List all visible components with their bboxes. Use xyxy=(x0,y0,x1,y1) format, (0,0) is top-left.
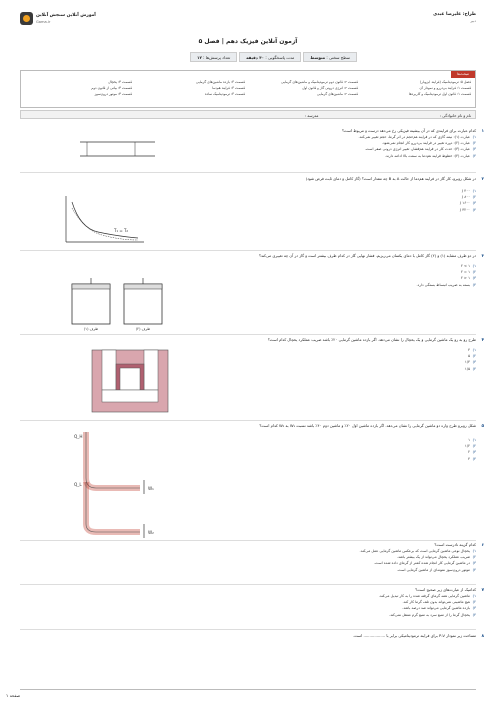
meta-question-count: تعداد پرسش‌ها : ۱۲ xyxy=(190,52,237,62)
topic-item: قسمت ۲: قانون دوم ترمودینامیک و ماشین‌های گرمایی xyxy=(281,80,358,84)
option-1[interactable]: ۱) ۱ xyxy=(468,438,476,442)
option-4[interactable]: ۴) بسته به ضریب انبساط بستگی دارد. xyxy=(416,282,476,287)
q2-pv-graph xyxy=(58,192,148,246)
topic-item: قسمت ۳: ترمودینامیک ساده xyxy=(204,92,245,96)
question-text: شکل روبرو طرح واره دو ماشین گرمایی را نشان می‌دهد. اگر بازده ماشین اول ۲۰٪ و ماشین دوم ۴۰٪ باشد نسبت W₁ به W₂ کدام است؟ xyxy=(259,423,476,428)
topic-item: قسمت ۱: فرایند بی‌دررو و نمودار آن xyxy=(419,86,471,90)
option-1[interactable]: ۱) یخچال نوعی ماشین گرمایی است که برعکس ماشین گرمایی عمل می‌کند. xyxy=(359,549,476,553)
topic-item: قسمت ۲: انرژی درونی گاز و قانون اول xyxy=(302,86,358,90)
option-1[interactable]: ۱) ماشین گرمایی همه گرمای گرفته شده را به کار تبدیل می‌کند. xyxy=(378,594,476,598)
qh-label: Q_H xyxy=(74,434,83,439)
topics-list xyxy=(23,80,471,96)
school-label: مدرسه : xyxy=(304,113,319,118)
option-2[interactable]: ۲) ضریب عملکرد یخچال می‌تواند از یک بیشتر باشد. xyxy=(397,555,476,560)
option-1[interactable]: ۱) عبارت (۱): نیمه‌ گازی که در فرایند هم‌حجم در اثر گرما، حجم تغییر نمی‌کند. xyxy=(358,135,476,139)
question-7 xyxy=(20,587,484,618)
q4-u-tube xyxy=(90,348,170,414)
option-3[interactable]: ۳) ۲ xyxy=(468,450,476,455)
question-number: ۷ xyxy=(481,587,484,592)
author-info xyxy=(433,12,476,23)
topic-item: قسمت ۴: بیانی از قانون دوم xyxy=(91,86,132,90)
student-name-bar[interactable] xyxy=(20,110,476,119)
page-header xyxy=(20,10,476,38)
topic-item: قسمت ۲: ماشین‌های گرمایی xyxy=(316,92,358,96)
q3-containers xyxy=(68,276,168,332)
option-3[interactable]: ۳) عبارت (۳): حدت کار در فرایند هم‌فشار، تغییر انرژی درونی صفر است. xyxy=(364,147,476,152)
option-2[interactable]: ۲) ۵ xyxy=(468,354,476,359)
topic-item: قسمت ۳: بازده ماشین‌های گرمایی xyxy=(196,80,245,84)
option-3[interactable]: ۳) در ماشین گرمایی کار انجام شده کمتر از گرمای داده شده است. xyxy=(373,561,476,566)
option-2[interactable]: ۲) هیچ ماشینی نمی‌تواند بدون تلف گرما کار کند. xyxy=(402,600,476,605)
option-4[interactable]: ۴) ۴ xyxy=(468,456,476,461)
exam-title: آزمون آنلاین فیزیک دهم | فصل ۵ xyxy=(198,38,298,45)
option-3[interactable]: ۳) ۱ < ۲ xyxy=(460,276,476,281)
question-text: کدام عبارت برای فرایندی که در آن بیشینه فیزیکی رخ می‌دهد درست و مربوط است؟ xyxy=(342,128,476,133)
option-2[interactable]: ۲) ۸۰۰ J xyxy=(461,195,476,200)
logo-icon xyxy=(20,12,33,25)
name-label: نام و نام خانوادگی : xyxy=(439,113,471,118)
option-4[interactable]: ۴) ۳۲۰۰ J xyxy=(460,207,476,212)
exam-meta xyxy=(190,52,357,62)
logo-title: آموزش آنلاین سنجش آنلاین xyxy=(36,13,96,18)
option-2[interactable]: ۲) عبارت (۲): دوره تغییر در فرایند بی‌دررو کار انجام نمی‌شود. xyxy=(381,141,476,146)
question-6 xyxy=(20,542,484,573)
brand-logo[interactable] xyxy=(20,10,100,34)
q1-figure xyxy=(75,136,165,166)
option-2[interactable]: ۲) ۱/۲ xyxy=(464,444,476,449)
option-4[interactable]: ۴) عبارت (۴): خطوط فرایند هم‌دما به سمت بالا ادامه دارند. xyxy=(384,153,476,158)
option-4[interactable]: ۴) ۱/۵ xyxy=(464,366,476,371)
question-4 xyxy=(20,337,484,372)
option-3[interactable]: ۳) ۱/۴ xyxy=(464,360,476,365)
option-4[interactable]: ۴) موتور درون‌سوز نمونه‌ای از ماشین گرمایی است. xyxy=(396,567,476,572)
question-number: ۳ xyxy=(481,253,484,258)
w2-label: W₂ xyxy=(148,530,154,535)
q5-heat-engine-diagram xyxy=(70,428,190,540)
question-number: ۵ xyxy=(481,423,484,428)
question-number: ۸ xyxy=(481,633,484,638)
ql-label: Q_L xyxy=(74,482,82,487)
question-text: کدام گزینه نادرست است؟ xyxy=(434,542,476,547)
question-text: طرح رو به رو یک ماشین گرمایی و یک یخچال را نشان می‌دهد. اگر بازده ماشین گرمایی ۲۰٪ باشد ضریب عملکرد یخچال کدام است؟ xyxy=(267,337,476,342)
option-4[interactable]: ۴) یخچال گرما را از منبع سرد به منبع گرم منتقل نمی‌کند. xyxy=(389,612,476,617)
topic-item: قسمت ۱: قانون اول ترمودینامیک و کاربردها xyxy=(408,92,471,96)
option-3[interactable]: ۳) ۱۶۰۰ J xyxy=(460,201,476,206)
question-number: ۶ xyxy=(481,542,484,547)
option-1[interactable]: ۱) ۱ > ۲ xyxy=(460,264,476,268)
option-3[interactable]: ۳) بازده ماشین گرمایی می‌تواند صد درصد باشد. xyxy=(402,606,476,611)
meta-duration: مدت پاسخگویی : ۴۰ دقیقه xyxy=(239,52,301,62)
container-1-label: ظرف (۱) xyxy=(83,327,99,331)
option-1[interactable]: ۱) ۴۰۰ J xyxy=(461,189,476,193)
meta-difficulty: سطح سختی : متوسط xyxy=(303,52,357,62)
question-number: ۴ xyxy=(481,337,484,342)
question-text: در دو ظرف مشابه (۱) و (۲) گاز کامل با دمای یکسان می‌ریزیم. فشار نهایی گاز در کدام ظرف بیشتر است و گاز در آن چه تغییری می‌کند؟ xyxy=(259,253,476,258)
w1-label: W₁ xyxy=(148,486,154,491)
author-role: دبیر xyxy=(470,19,476,23)
question-text: مساحت زیر نمودار P-V برای فرایند ترمودینامیکی برابر با .................. است. xyxy=(353,633,476,638)
topic-item: قسمت ۴: یخچال xyxy=(108,80,132,84)
question-number: ۱ xyxy=(481,128,484,133)
container-2-label: ظرف (۲) xyxy=(135,327,151,331)
question-number: ۲ xyxy=(481,176,484,181)
logo-subtitle: Gama.ir xyxy=(36,20,51,24)
page-number: صفحه ۱ xyxy=(6,693,21,698)
question-text: در شکل روبرو، کار گاز در فرایند هم‌دما از حالت A به B چه مقدار است؟ (گاز کامل و دمای ثابت فرض شود) xyxy=(305,176,476,181)
topic-item: قسمت ۳: فرایند هم‌دما xyxy=(212,86,245,90)
topic-item: فصل ۵: ترمودینامیک (فرایند ایزوبار) xyxy=(419,80,471,84)
topics-box xyxy=(20,70,476,108)
option-1[interactable]: ۱) ۴ xyxy=(468,348,476,352)
graph-label: T₁ = T₂ xyxy=(114,228,128,233)
topics-heading: مبحث‌ها xyxy=(451,71,475,78)
question-8 xyxy=(20,633,484,639)
option-2[interactable]: ۲) ۱ = ۲ xyxy=(460,270,476,275)
author-name: طراح: علیرضا عبدی xyxy=(433,12,476,17)
question-text: کدامیک از عبارت‌های زیر صحیح است؟ xyxy=(415,587,476,592)
topic-item: قسمت ۴: موتور درون‌سوز xyxy=(94,92,132,96)
